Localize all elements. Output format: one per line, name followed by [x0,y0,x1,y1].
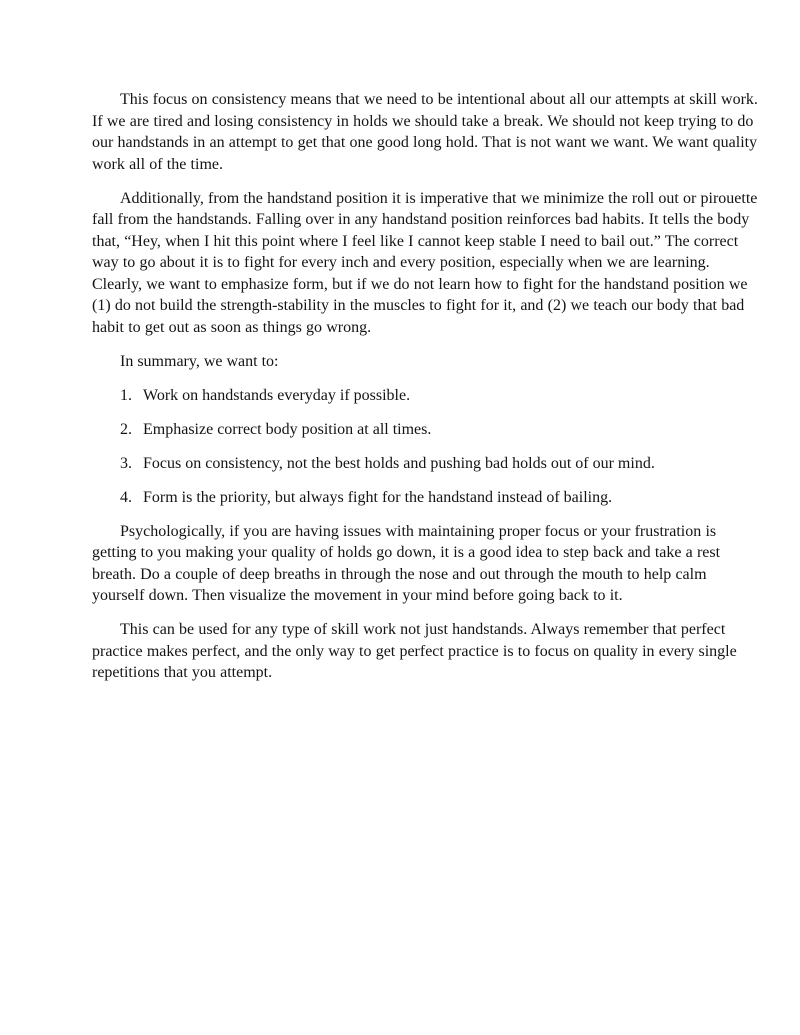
paragraph-psychology: Psychologically, if you are having issues with maintaining proper focus or your frustration is getting to you making your quality of holds go down, it is a good idea to step back and take a rest breath. Do a couple of deep breaths in through the nose and out through the mouth to help calm yourself down. Then visualize the movement in your mind before going back to it. [92,522,721,604]
list-item [92,453,760,475]
list-item-number: 4. [120,488,132,506]
paragraph-closing: This can be used for any type of skill work not just handstands. Always remember that perfect practice makes perfect, and the only way to get perfect practice is to focus on quality in every single repetitions that you attempt. [92,621,737,681]
list-item-number: 3. [120,454,132,472]
list-item-text: Work on handstands everyday if possible. [143,386,411,404]
list-item-text: Focus on consistency, not the best holds and pushing bad holds out of our mind. [143,454,655,472]
list-item-text: Emphasize correct body position at all times. [143,420,432,438]
list-item [92,487,760,509]
list-item [92,385,760,407]
list-item-text: Form is the priority, but always fight for the handstand instead of bailing. [143,488,613,506]
paragraph-bail-out: Additionally, from the handstand position it is imperative that we minimize the roll out or pirouette fall from the handstands. Falling over in any handstand position reinforces bad habits. It tells the body that, “Hey, when I hit this point where I feel like I cannot keep stable I need to bail out.” The correct way to go about it is to fight for every inch and every position, especially when we are learning. Clearly, we want to emphasize form, but if we do not learn how to fight for the handstand position we (1) do not build the strength-stability in the muscles to fight for it, and (2) we teach our body that bad habit to get out as soon as things go wrong. [92,189,758,336]
paragraph-consistency: This focus on consistency means that we need to be intentional about all our attempts at skill work. If we are tired and losing consistency in holds we should take a break. We should not keep trying to do our handstands in an attempt to get that one good long hold. That is not want we want. We want quality work all of the time. [92,91,758,173]
list-item-number: 1. [120,386,132,404]
list-item [92,419,760,441]
summary-intro-line: In summary, we want to: [120,352,279,370]
summary-numbered-list [92,385,760,509]
list-item-number: 2. [120,420,132,438]
